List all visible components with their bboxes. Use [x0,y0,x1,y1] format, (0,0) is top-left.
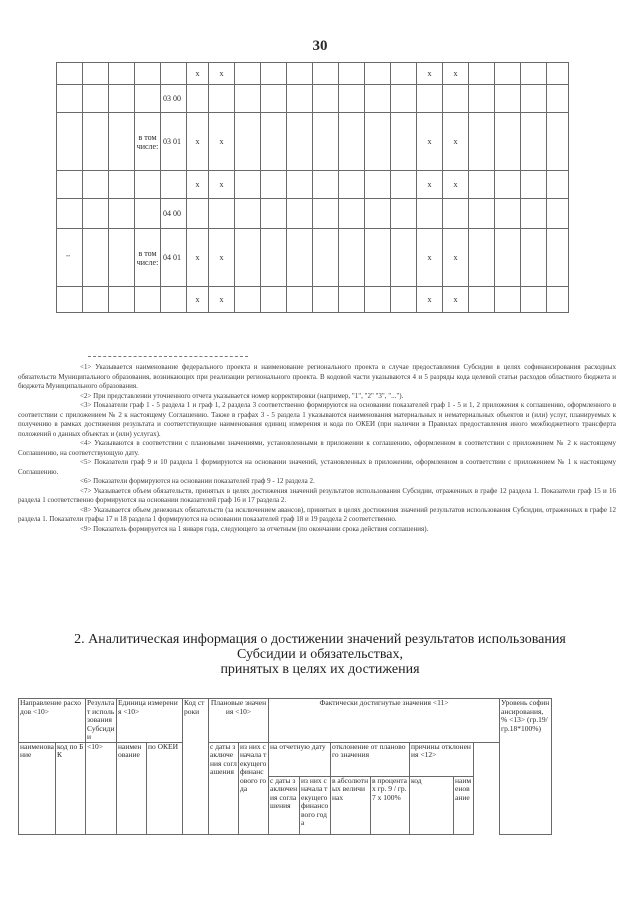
col-unit: Единица измерения <10> [117,699,183,743]
row-label [135,63,161,85]
table-cell [83,199,109,229]
table-cell [287,113,313,171]
table-cell [547,229,569,287]
table-cell [495,63,521,85]
table-cell [365,287,391,313]
table-cell [313,85,339,113]
table-cell [521,287,547,313]
table-cell [391,63,417,85]
table-cell [235,85,261,113]
col-reason-name: наименование [454,776,474,834]
table-cell [495,113,521,171]
table-row [57,229,569,287]
table-cell [495,171,521,199]
table-cell [547,287,569,313]
col-deviation: отклонение от планового значения [331,742,410,776]
table-cell [235,229,261,287]
x-mark: x [417,171,443,199]
x-mark [417,85,443,113]
analytical-info-table [18,698,552,835]
table-cell [365,199,391,229]
col-direction: Направление расходов <10> [19,699,86,743]
margin-mark: •• [66,254,71,260]
table-cell [109,199,135,229]
row-code: 04 00 [161,199,187,229]
table-cell [521,171,547,199]
table-cell [57,113,83,171]
table-cell [235,63,261,85]
table-cell [235,171,261,199]
table-cell [391,171,417,199]
table-cell [365,113,391,171]
table-cell [469,113,495,171]
footnote-separator [88,356,248,357]
table-cell [365,171,391,199]
table-cell [261,199,287,229]
table-cell [469,63,495,85]
table-cell [339,171,365,199]
x-mark: x [209,171,235,199]
table-row [57,113,569,171]
table-cell [261,85,287,113]
section-2-title-line1: 2. Аналитическая информация о достижении значений результатов использования [74,632,566,647]
table-cell [339,63,365,85]
col-result-ref: <10> [86,742,117,834]
x-mark [209,85,235,113]
table-row [57,63,569,85]
row-label [135,287,161,313]
table-cell [365,85,391,113]
x-mark [209,199,235,229]
table-cell [83,113,109,171]
footnote-7: <7> Указывается объем обязательств, принятых в целях достижения значений результатов использования Субсидии, отраженных в графе 12 раздела 1. Показатели граф 15 и 16 раздела 1 соответственно формируются на основании показателей граф 16 и 17 раздела 2. [18,486,616,504]
row-code [161,63,187,85]
table-cell [313,171,339,199]
table-cell [521,199,547,229]
table-cell [287,85,313,113]
col-planned: Плановые значения <10> [209,699,269,743]
page-number: 30 [312,38,328,54]
row-code: 03 00 [161,85,187,113]
table-cell [391,287,417,313]
row-code [161,287,187,313]
col-actual: Фактически достигнутые значения <11> [269,699,500,743]
section-2-title-line2: Субсидии и обязательствах, [236,647,403,662]
col-cofinancing-level: Уровень софинансирования, % <13> (гр.19/гр.18*100%) [500,699,552,835]
footnote-8: <8> Указывается объем денежных обязательств (за исключением авансов), принятых в целях достижения значений результатов использования Субсидии, отраженных в графе 12 раздела 1. Показатели графы 17 и 18 раздела 1 формируются на основании показателей граф 18 и 19 раздела 2 соответственно. [18,505,616,523]
table-cell [57,85,83,113]
x-mark: x [417,229,443,287]
table-cell [287,63,313,85]
table-cell [109,63,135,85]
table-cell [313,229,339,287]
col-okei: по ОКЕИ [147,742,183,834]
table-cell [287,199,313,229]
table-cell [57,171,83,199]
table-cell [57,199,83,229]
x-mark: x [417,63,443,85]
col-actual-from-sign: с даты заключения соглашения [269,776,300,834]
table-row [57,171,569,199]
table-cell [261,287,287,313]
table-cell [521,85,547,113]
col-direction-name: наименование [19,742,56,834]
table-cell [339,199,365,229]
x-mark: x [209,287,235,313]
table-cell [83,229,109,287]
section-2-title-line3: принятых в целях их достижения [220,662,420,677]
table-cell [109,85,135,113]
col-on-report-date: на отчетную дату [269,742,331,776]
x-mark: x [187,287,209,313]
x-mark: x [187,113,209,171]
x-mark: x [209,229,235,287]
x-mark [443,85,469,113]
table-cell [547,63,569,85]
table-cell [83,63,109,85]
x-mark: x [209,113,235,171]
x-mark [417,199,443,229]
table-cell [235,113,261,171]
row-label [135,85,161,113]
x-mark [187,85,209,113]
table-row [57,85,569,113]
row-label [135,199,161,229]
footnotes [18,363,616,534]
table-cell [365,63,391,85]
x-mark: x [443,229,469,287]
table-cell [495,229,521,287]
x-mark: x [443,63,469,85]
table-cell [391,199,417,229]
table-row [57,199,569,229]
x-mark: x [443,287,469,313]
row-label: в том числе: [135,113,161,171]
x-mark: x [417,113,443,171]
table-cell [83,85,109,113]
table-cell [83,171,109,199]
table-cell [521,113,547,171]
table-cell [261,113,287,171]
footnote-1: <1> Указывается наименование федерального проекта и наименование регионального проекта в случае предоставления Субсидии в целях софинансирования расходных обязательств Муниципального образования, возникающих при реализации регионального проекта. В кодовой части указываются 4 и 5 разряды кода целевой статьи расходов областного бюджета и бюджета Муниципального образования. [18,363,616,390]
table-cell [469,229,495,287]
row-label [135,171,161,199]
footnote-9: <9> Показатель формируется на 1 января года, следующего за отчетным (по окончании срока действия соглашения). [80,524,429,533]
table-cell [469,85,495,113]
footnote-2: <2> При представлении уточненного отчета указывается номер корректировки (например, "1", "2" "3", "..."). [80,391,404,400]
table-cell [57,287,83,313]
x-mark: x [209,63,235,85]
table-cell [521,63,547,85]
table-cell [287,229,313,287]
col-planned-from-year: из них с начала текущего финансового года [239,742,269,834]
col-deviation-pct: в процентах гр. 9 / гр. 7 x 100% [371,776,410,834]
col-actual-from-year: из них с начала текущего финансового года [300,776,331,834]
x-mark: x [187,229,209,287]
table-cell [313,113,339,171]
footnote-3: <3> Показатели граф 1 - 5 раздела 1 и граф 1, 2 раздела 3 соответственно формируются на основании показателей граф 1 - 5 и 1, 2 приложения к соглашению, оформленного в соответствии с приложением № 2 к настоящему Соглашению. Также в графах 3 - 5 раздела 1 указываются наименования материальных и нематериальных объектов и (или) услуг, планируемых к получению в рамках достижения результата и соответствующие наименования единиц измерения и кода по ОКЕИ (при наличии в Правилах предоставления иного межбюджетного трансферта положений о данных объектах и (или) услугах). [18,401,616,438]
col-reasons: причины отклонения <12> [410,742,474,776]
table-cell [235,199,261,229]
row-code [161,171,187,199]
table-cell [287,171,313,199]
table-cell [313,63,339,85]
row-code: 04 01 [161,229,187,287]
table-cell [495,287,521,313]
section-2-title [20,632,620,677]
table-row [57,287,569,313]
table-cell [261,171,287,199]
table-cell [339,287,365,313]
table-cell [339,85,365,113]
table-cell [313,287,339,313]
col-result: Результат использования Субсидии [86,699,117,743]
table-cell [109,287,135,313]
table-cell [109,113,135,171]
table-cell [495,199,521,229]
col-reason-code: код [410,776,454,834]
table-cell [547,85,569,113]
x-mark [443,199,469,229]
table-cell [547,113,569,171]
report-table-continuation [56,62,569,313]
table-cell [547,171,569,199]
table-cell [57,63,83,85]
row-label: в том числе: [135,229,161,287]
table-cell [391,113,417,171]
col-deviation-abs: в абсолютных величинах [331,776,371,834]
table-cell [547,199,569,229]
x-mark [187,199,209,229]
x-mark: x [187,63,209,85]
table-cell [391,229,417,287]
table-cell [261,229,287,287]
footnote-4: <4> Указываются в соответствии с плановыми значениями, установленными в приложении к соглашению, оформленном в соответствии с приложением № 2 к настоящему Соглашению, на соответствующую дату. [18,439,616,457]
table-cell [495,85,521,113]
table-cell [261,63,287,85]
x-mark: x [417,287,443,313]
col-planned-from-sign: с даты заключения соглашения [209,742,239,834]
table-cell [339,113,365,171]
table-cell [313,199,339,229]
table-cell [469,171,495,199]
table-cell [109,229,135,287]
table-cell [521,229,547,287]
x-mark: x [443,171,469,199]
table-cell [83,287,109,313]
table-cell [339,229,365,287]
x-mark: x [187,171,209,199]
table-cell [287,287,313,313]
col-bk-code: код по БК [56,742,86,834]
table-cell [235,287,261,313]
col-row-code: Код строки [183,699,209,835]
x-mark: x [443,113,469,171]
table-cell [469,287,495,313]
table-cell [391,85,417,113]
table-cell [365,229,391,287]
table-cell [469,199,495,229]
footnote-5: <5> Показатели граф 9 и 10 раздела 1 формируются на основании значений, установленных в приложении, оформленном в соответствии с приложением № 1 к настоящему Соглашению. [18,458,616,476]
footnote-6: <6> Показатели формируются на основании показателей граф 9 - 12 раздела 2. [80,477,315,485]
table-cell [109,171,135,199]
col-unit-name: наименование [117,742,147,834]
row-code: 03 01 [161,113,187,171]
